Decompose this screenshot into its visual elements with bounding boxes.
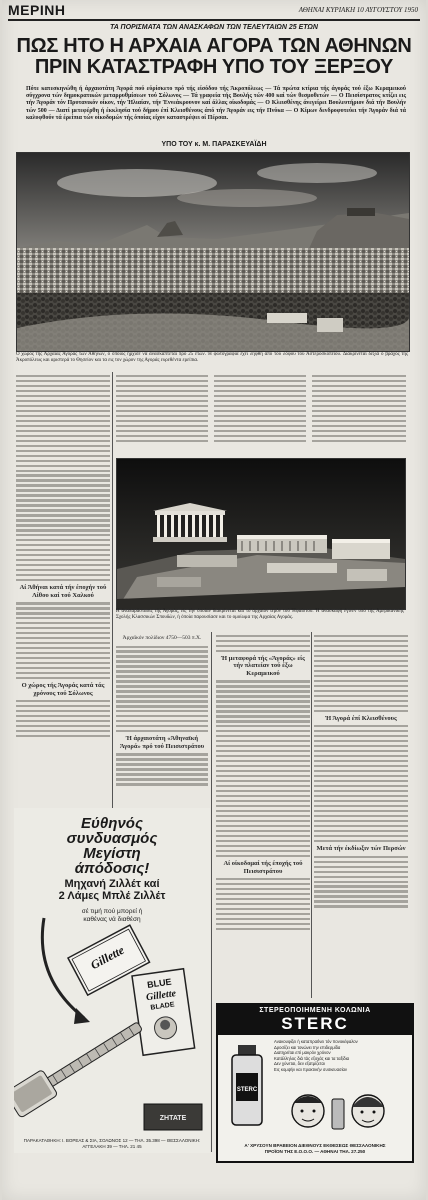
svg-text:STERC: STERC [236,1087,258,1093]
column-4 [314,632,408,998]
issue-date: ΑΘΗΝΑΙ ΚΥΡΙΑΚΗ 10 ΑΥΓΟΥΣΤΟΥ 1950 [298,6,418,14]
sterc-award: Α' ΧΡΥΣΟΥΝ ΒΡΑΒΕΙΟΝ ΔΙΕΘΝΟΥΣ ΕΚΘΕΣΕΩΣ ΘΕΣΣΑΛΟΝΙΚΗΣ [244,1143,386,1148]
column-1 [16,372,110,804]
blue-blade-card-icon [132,969,195,1055]
gillette-footer: ΠΑΡΑΚΑΤΑΘΗΚΗ: Ι. ΒΟΡΕΑΣ & ΣΙΑ, ΣΟΛΩΝΟΣ 12 — ΤΗΛ. 35.398 — ΘΕΣΣΑΛΟΝΙΚΗ: ΑΓΓΕΛΑΚΗ 39 — ΤΗΛ. 21 45 [23,1138,201,1149]
slogan-line-1: Εύθηνός [81,815,143,832]
photo-2-caption: Η άναπαράστασις τής Άγοράς, είς τήν όποίαν διακρίνεται και τό άρχαίον ιερόν τού Ήφαίστου. Ή άνασκαφή έγινεν υπό τής Αμερικανικής Σχολής Κλασσικών Σπουδών, ή όποία παρουσίασε και το ομοίωμα της Αρχαίας Αγοράς. [116,609,404,620]
slogan-line-3: Μεγίστη [83,845,141,862]
column-3-top [214,372,306,454]
product-line-1: Μηχανή Ζιλλέτ καί [64,878,160,890]
svg-text:BLUE: BLUE [146,976,173,990]
sterc-faces-illustration [278,1089,406,1141]
column-rule [311,632,312,998]
photo-1-caption: Ο χώρος τής Άρχαίας Άγοράς τών Άθηνών, ό όποίος ήρχισε νά άνασκάπτεται πρό 25 ετών. Ή φωτογραφία έχει ληφθή από τού λόφου τού Άστεροσκοπείου. Διακρίνεται δεξιά ό βράχος τής Άκροπόλεως και αριστερά το Θησείον και τα εις τον χώρον της Αγοράς ευρεθέντα ερείπια. [16,352,408,363]
sterc-benefit: Διατηρείται επί μακρόν χρόνον [274,1050,331,1056]
offer-line-1: σέ τιμή πού μπορεί ή [81,908,143,915]
headline-line-1: ΠΩΣ ΗΤΟ Η ΑΡΧΑΙΑ ΑΓΟΡΑ ΤΩΝ ΑΘΗΝΩΝ [16,35,412,57]
gillette-advertisement [14,808,210,1153]
column-4-top [312,372,406,454]
column-2 [116,632,208,804]
sterc-benefit: Δεν χύνεται, δεν εξατμίζεται [274,1061,325,1067]
column-3 [216,632,310,998]
razor-box-icon [144,1104,202,1130]
masthead [8,3,420,21]
sterc-tagline: ΣΤΕΡΕΟΠΟΙΗΜΕΝΗ ΚΟΛΩΝΙΑ [259,1007,371,1014]
razor-icon [14,1013,148,1118]
column-rule [112,372,113,808]
slogan-line-2: συνδυασμός [66,830,158,847]
sterc-benefit: Εις κομψήν και πρακτικήν συσκευασίαν [274,1066,348,1072]
slogan-line-4: άπόδοσις! [74,860,150,877]
subhead-stone-bronze-age: Αί Άθήναι κατά τήν έποχήν τού Λίθου καί τού Χαλκού [19,584,107,599]
agora-panorama-photo [16,152,410,352]
sterc-header-band [218,1005,412,1035]
offer-line-2: καθένας νά διαθέση [83,916,141,923]
subhead-solon-era: Ο χώρος τής Άγοράς κατά τάς χρόνους τού Σόλωνος [21,682,105,697]
column-2-top [116,372,208,454]
svg-text:ΖΗΤΑΤΕ: ΖΗΤΑΤΕ [159,1115,187,1122]
subhead-kleisthenes: Ή Άγορά έπί Κλεισθένους [325,714,397,722]
agora-model-photo [116,458,406,610]
sterc-producer: ΠΡΟΪΟΝ ΤΗΣ Ε.Ο.Ο.Ο. — ΑΘΗΝΑΙ ΤΗΛ. 27.250 [264,1148,366,1154]
sterc-benefit: Δροσίζει και τονώνει την επιδερμίδα [274,1044,341,1050]
paper-name: ΜΕΡΙΝΗ [8,2,66,18]
article-kicker: ΤΑ ΠΟΡΙΣΜΑΤΑ ΤΩΝ ΑΝΑΣΚΑΦΩΝ ΤΩΝ ΤΕΛΕΥΤΑΙΩΝ 25 ΕΤΩΝ [110,24,318,31]
article-byline: ΥΠΟ ΤΟΥ κ. Μ. ΠΑΡΑΣΚΕΥΑΪΔΗ [161,141,267,148]
article-headline [8,36,420,78]
short-label: Άρχαϊκόν πολίδιον 4750—503 π.Χ. [122,635,202,641]
subhead-kerameikos: Ή μεταφορά τής «Άγοράς» είς τήν πλατείαν τού έξω Κεραμεικού [221,654,305,677]
sterc-brand: STERC [281,1014,349,1033]
column-rule [211,632,212,1152]
gillette-illustration [14,808,210,1138]
svg-text:BLADE: BLADE [150,1001,175,1012]
blade-brand-label: Gillette [88,942,127,973]
product-line-2: 2 Λάμες Μπλέ Ζιλλέτ [58,890,166,902]
svg-text:Gillette: Gillette [145,988,177,1004]
subhead-peisistratos-buildings: Αί οίκοδομαί τής έποχής τού Πεισιστράτου [223,860,303,875]
cologne-bottle-icon [222,1039,272,1139]
sterc-benefit: Κατάλληλος διά τάς εξοχάς και τα ταξίδια [274,1055,350,1061]
sterc-award-line [218,1143,412,1154]
sterc-benefit: Ανακουφίζει ή καταπραΰνει τόν πονοκέφαλον [274,1039,358,1044]
article-summary: Πότε κατεσκηνώθη ή άρχαιοτάτη Άγορά πού εύρίσκετο πρό τής είσόδου τής Άκροπόλεως — Τά πρώτα κτίρια τής άγοράς τού έξω Κεραμεικού σύγχρονα τών δημοκρατικών μεταρρυθμίσεων τού Σόλωνος — Τά γραφεία τής Βουλής τών 400 καί τών θεσμοθετών — Ο Πεισίστρατος κτίζει εις τήν Άγοράν τόν Πρυτανικόν οίκον, τήν Ήλιαίαν, τήν Έννεάκρουνον καί άλλας οίκοδομάς — Ο Κλεισθένης άνεγείρει Βουλευτήριον διά τήν Βουλήν τών 500 — Διατί μετεφέρθη ή έκκλησία τού δήμου έπί Κλεισθένους άπό τήν Άγοράν εις τήν Πνύκα — Ο Κίμων δενδροφυτεύει τήν Άγοράν διά τά καλυφθούν τά έρείπια τών οίκοδομών τής όποίας είχον καταστρέψει οί Πέρσαι. [26,86,406,121]
sterc-benefits-list [274,1039,406,1073]
subhead-after-persians: Μετά τήν έκδίωξιν τών Περσών [316,845,406,853]
subhead-archaic-agora: Ή άρχαιοτάτη «Άθηναϊκή Άγορά» πρό τού Πεισιστράτου [119,735,205,750]
sterc-advertisement [216,1003,414,1163]
headline-line-2: ΠΡΙΝ ΚΑΤΑΣΤΡΑΦΗ ΥΠΟ ΤΟΥ ΞΕΡΞΟΥ [34,56,394,78]
newspaper-page [2,0,426,1200]
